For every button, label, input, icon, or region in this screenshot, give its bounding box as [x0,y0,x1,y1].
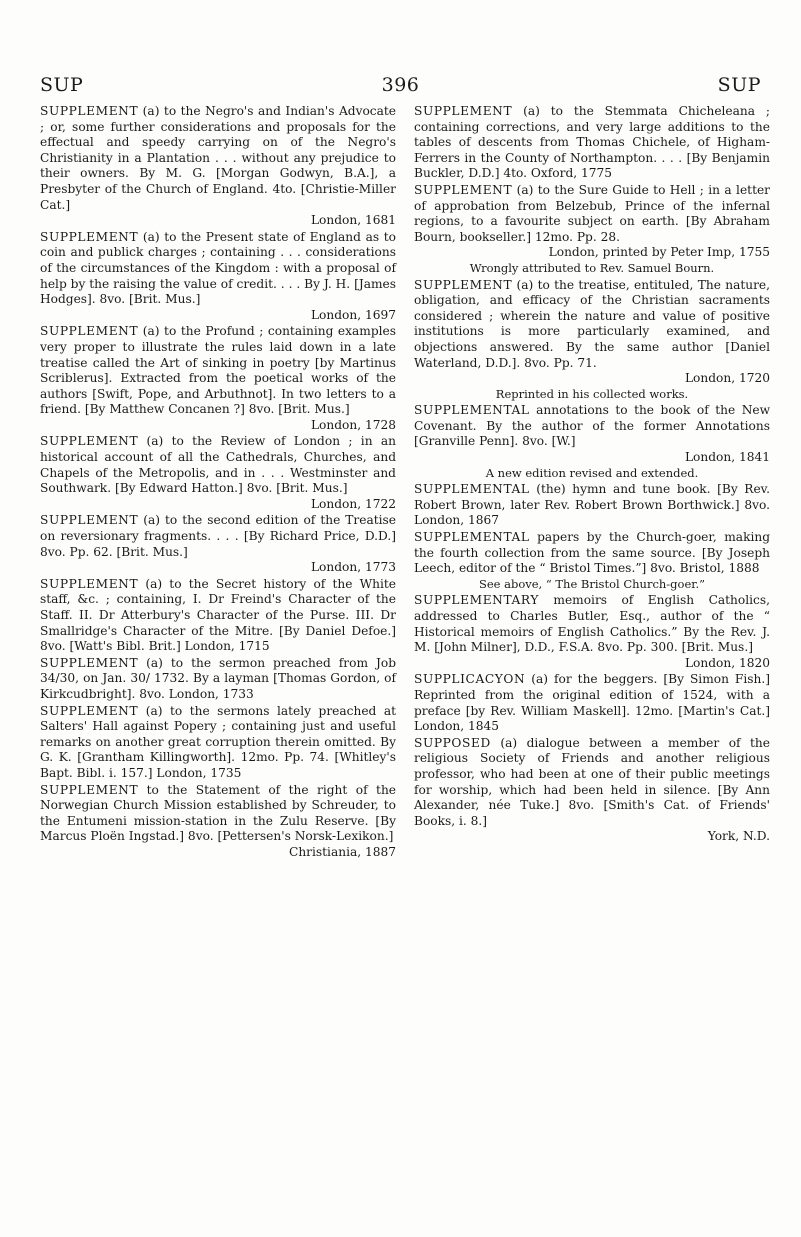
catalogue-entry [40,104,396,229]
entry-note: See above, “ The Bristol Church-goer.” [478,576,706,591]
catalogue-entry [414,278,770,403]
entry-headword: SUPPOSED [414,735,491,750]
entry-body: (a) to the Negro's and Indian's Advocate ; or, some further considerations and proposals for the effectual and speedy carrying on of the Negro's Christianity in a Plantation . . . without any prejudice to their owners. By M. G. [Morgan Godwyn, B.A.], a Presbyter of the Church of England. 4to. [Christie-Miller Cat.] [40,104,396,212]
entry-headword: SUPPLEMENT [40,324,139,339]
entry-body: (a) to the Stemmata Chicheleana ; containing corrections, and very large additions to the tables of descents from Thomas Chichele, of Higham-Ferrers in the County of Northampton. . . . [By Benjamin Buckler, D.D.] 4to. Oxford, 1775 [414,104,771,181]
entry-imprint: London, 1841 [684,450,770,465]
catalogue-entry [40,704,396,782]
two-column-body [40,104,770,1204]
entry-body: (a) to the Review of London ; in an historical account of all the Cathedrals, Churches, and Chapels of the Metropolis, and in . . . Westminster and Southwark. [By Edward Hatton.] 8vo. [Brit. Mus.] [40,434,396,496]
catalogue-entry [414,593,770,671]
catalogue-entry [414,672,770,734]
catalogue-entry [40,577,396,655]
catalogue-entry [414,183,770,277]
entry-body: memoirs of English Catholics, addressed to Charles Butler, Esq., author of the “ Historical memoirs of English Catholics.” By the Rev. J. M. [John Milner], D.D., F.S.A. 8vo. Pp. 300. [Brit. Mus.] [414,593,770,655]
running-head [40,74,761,100]
entry-headword: SUPPLEMENTARY [414,593,539,608]
catalogue-entry [414,104,770,182]
entry-headword: SUPPLEMENT [40,434,139,449]
entry-body: (a) to the sermons lately preached at Salters' Hall against Popery ; containing just and useful remarks on another great corruption therein omitted. By G. K. [Grantham Killingworth]. 12mo. Pp. 74. [Whitley's Bapt. Bibl. i. 157.] London, 1735 [40,703,397,780]
catalogue-entry [40,783,396,861]
entry-imprint: London, printed by Peter Imp, 1755 [548,245,770,260]
entry-body: annotations to the book of the New Covenant. By the author of the former Annotations [Granville Penn]. 8vo. [W.] [414,403,771,449]
right-column [414,104,770,846]
entry-headword: SUPPLEMENT [40,703,139,718]
entry-body: (a) to the second edition of the Treatise on reversionary fragments. . . . [By Richard Price, D.D.] 8vo. Pp. 62. [Brit. Mus.] [40,513,396,559]
entry-imprint: London, 1722 [310,496,396,511]
entry-body: (a) to the sermon preached from Job 34/30, on Jan. 30/ 1732. By a layman [Thomas Gordon, of Kirkcudbright]. 8vo. London, 1733 [40,655,396,701]
entry-headword: SUPPLEMENT [414,182,513,197]
entry-note: Wrongly attributed to Rev. Samuel Bourn. [469,260,715,275]
page-number: 396 [381,74,420,96]
left-column [40,104,396,862]
entry-imprint: London, 1773 [310,560,396,575]
entry-body: (a) to the Secret history of the White staff, &c. ; containing, I. Dr Freind's Character of the Staff. II. Dr Atterbury's Character of the Purse. III. Dr Smallridge's Character of the Mitre. [By Daniel Defoe.] 8vo. [Watt's Bibl. Brit.] London, 1715 [40,576,396,654]
entry-headword: SUPPLEMENT [414,277,513,292]
entry-headword: SUPPLEMENT [40,576,139,591]
entry-headword: SUPPLEMENT [40,513,139,528]
entry-headword: SUPPLEMENTAL [414,482,530,497]
entry-imprint: London, 1820 [684,655,770,670]
catalogue-entry [414,482,770,529]
entry-note: Reprinted in his collected works. [495,386,689,401]
entry-body: (a) dialogue between a member of the religious Society of Friends and another religious professor, who had been at one of their public meetings for worship, which had been held in silence. [By Ann Alexander, née Tuke.] 8vo. [Smith's Cat. of Friends' Books, i. 8.] [414,735,770,828]
entry-imprint: London, 1728 [310,417,396,432]
entry-imprint: Christiania, 1887 [289,844,396,859]
entry-headword: SUPPLEMENT [40,229,139,244]
running-head-right: SUP [717,74,761,96]
catalogue-entry [40,656,396,703]
entry-headword: SUPPLEMENT [40,104,139,118]
entry-imprint: London, 1697 [310,307,396,322]
entry-body: papers by the Church-goer, making the fourth collection from the same source. [By Joseph Leech, editor of the “ Bristol Times.”] 8vo. Bristol, 1888 [414,530,770,576]
running-head-left: SUP [40,74,84,96]
entry-body: (a) to the Sure Guide to Hell ; in a letter of approbation from Belzebub, Prince of the infernal regions, to a favourite subject on earth. [By Abraham Bourn, bookseller.] 12mo. Pp. 28. [414,182,771,244]
entry-note: A new edition revised and extended. [485,465,699,480]
entry-headword: SUPPLICACYON [414,672,526,687]
entry-headword: SUPPLEMENTAL [414,403,530,418]
entry-body: (a) to the Present state of England as to coin and publick charges ; containing . . . considerations of the circumstances of the Kingdom : with a proposal of help by the raising the value of credit. . . . By J. H. [James Hodges]. 8vo. [Brit. Mus.] [40,229,396,307]
catalogue-entry [40,324,396,433]
catalogue-entry [414,530,770,592]
entry-body: (a) to the treatise, entituled, The nature, obligation, and efficacy of the Christian sacraments considered ; wherein the nature and value of positive institutions is more particularly examined, and objections answered. By the same author [Daniel Waterland, D.D.]. 8vo. Pp. 71. [414,277,770,370]
entry-headword: SUPPLEMENT [414,104,513,118]
entry-body: (a) for the beggers. [By Simon Fish.] Reprinted from the original edition of 1524, with a preface [by Rev. William Maskell]. 12mo. [Martin's Cat.] London, 1845 [414,672,770,734]
entry-body: (a) to the Profund ; containing examples very proper to illustrate the rules laid down in a late treatise called the Art of sinking in poetry [by Martinus Scriblerus]. Extracted from the poetical works of the authors [Swift, Pope, and Arbuthnot]. In two letters to a friend. [By Matthew Concanen ?] 8vo. [Brit. Mus.] [40,324,396,417]
entry-headword: SUPPLEMENTAL [414,530,530,545]
entry-imprint: York, N.D. [707,829,770,844]
entry-imprint: London, 1720 [684,371,770,386]
entry-body: to the Statement of the right of the Norwegian Church Mission established by Schreuder, to the Entumeni mission-station in the Zulu Reserve. [By Marcus Ploën Ingstad.] 8vo. [Pettersen's Norsk-Lexikon.] [40,782,396,844]
entry-headword: SUPPLEMENT [40,782,139,797]
entry-body: (the) hymn and tune book. [By Rev. Robert Brown, later Rev. Robert Brown Borthwick.] 8vo. London, 1867 [414,482,770,528]
entry-headword: SUPPLEMENT [40,655,139,670]
catalogue-entry [414,736,770,845]
catalogue-entry [40,434,396,512]
catalogue-entry [40,513,396,575]
entry-imprint: London, 1681 [310,213,396,228]
catalogue-entry [40,230,396,324]
catalogue-entry [414,403,770,481]
